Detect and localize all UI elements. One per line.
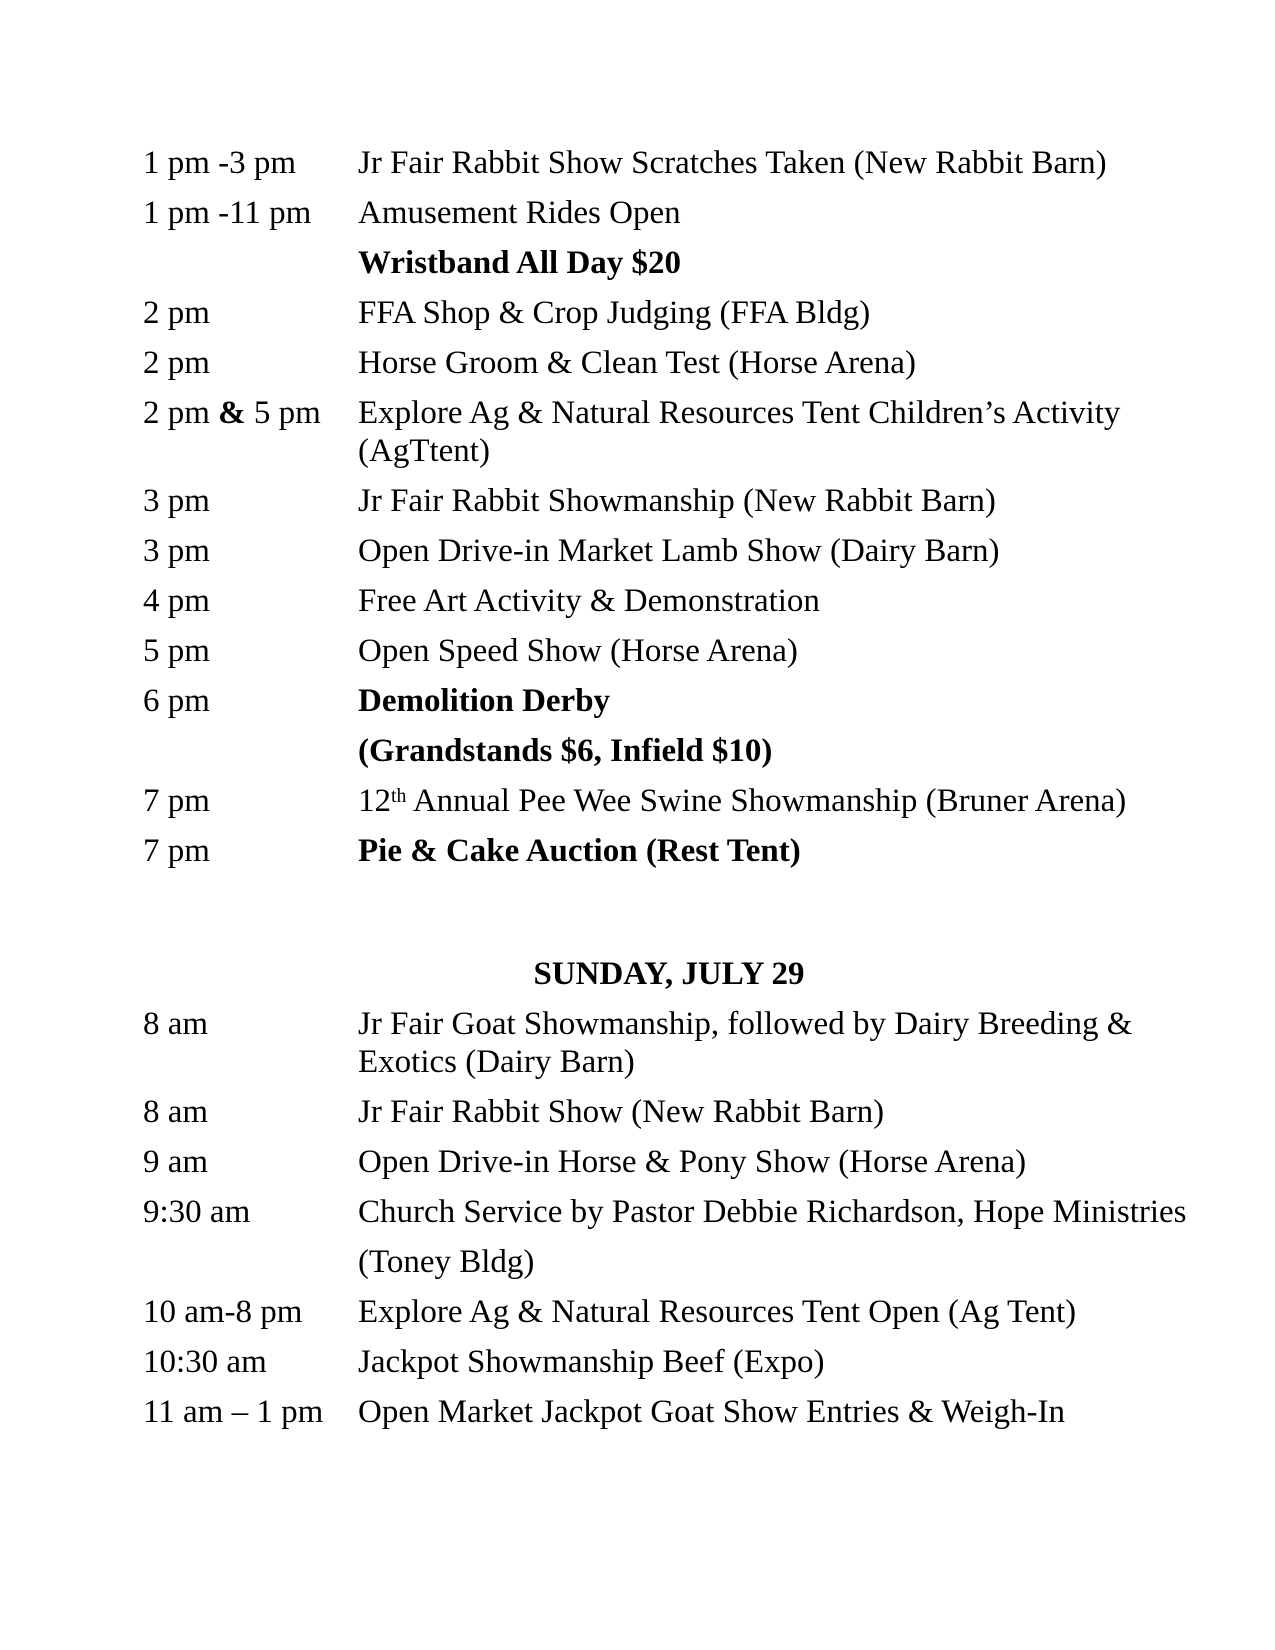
row-description — [358, 732, 1218, 770]
row-time — [143, 144, 358, 182]
schedule-row — [143, 682, 1235, 720]
schedule-row — [143, 732, 1235, 770]
row-time — [143, 832, 358, 870]
text-segment: 2 pm — [143, 345, 210, 381]
row-time — [143, 532, 358, 570]
row-description — [358, 1193, 1218, 1231]
row-description — [358, 344, 1218, 382]
schedule-row — [143, 1093, 1235, 1131]
schedule-row — [143, 1393, 1235, 1431]
schedule-row — [143, 1143, 1235, 1181]
text-segment: Explore Ag & Natural Resources Tent Open (Ag Tent) — [358, 1294, 1077, 1330]
text-segment: 5 pm — [143, 633, 210, 669]
row-description — [358, 244, 1218, 282]
text-segment: 8 am — [143, 1094, 209, 1130]
row-description — [358, 194, 1218, 232]
text-segment: 6 pm — [143, 683, 210, 719]
row-description — [358, 144, 1218, 182]
row-description — [358, 1293, 1218, 1331]
row-time — [143, 1393, 358, 1431]
row-time — [143, 1143, 358, 1181]
row-description — [358, 1005, 1218, 1081]
text-segment: 7 pm — [143, 833, 210, 869]
row-time — [143, 1343, 358, 1381]
text-segment: Jr Fair Rabbit Showmanship (New Rabbit Barn) — [358, 483, 996, 519]
text-segment: Church Service by Pastor Debbie Richardson, Hope Ministries — [358, 1194, 1187, 1230]
text-segment: Free Art Activity & Demonstration — [358, 583, 820, 619]
row-description — [358, 1093, 1218, 1131]
text-segment: 4 pm — [143, 583, 210, 619]
row-description — [358, 1393, 1218, 1431]
row-time — [143, 632, 358, 670]
text-segment: Open Market Jackpot Goat Show Entries & Weigh-In — [358, 1394, 1066, 1430]
text-segment: 10:30 am — [143, 1344, 267, 1380]
text-segment: Open Speed Show (Horse Arena) — [358, 633, 798, 669]
row-description — [358, 782, 1218, 820]
row-time — [143, 244, 358, 282]
text-segment: Jr Fair Rabbit Show Scratches Taken (New Rabbit Barn) — [358, 145, 1107, 181]
schedule-row — [143, 144, 1235, 182]
schedule-row — [143, 344, 1235, 382]
schedule-row — [143, 832, 1235, 870]
schedule-row — [143, 582, 1235, 620]
schedule-row — [143, 1293, 1235, 1331]
text-segment: 12 — [358, 783, 391, 819]
schedule-row — [143, 244, 1235, 282]
text-segment: 9:30 am — [143, 1194, 251, 1230]
text-segment: Horse Groom & Clean Test (Horse Arena) — [358, 345, 916, 381]
schedule-row — [143, 194, 1235, 232]
schedule-row — [143, 1343, 1235, 1381]
row-description — [358, 1243, 1218, 1281]
text-segment: (AgTtent) — [358, 433, 490, 469]
row-description — [358, 1343, 1218, 1381]
row-description — [358, 482, 1218, 520]
text-segment: Wristband All Day $20 — [358, 245, 682, 281]
row-description — [358, 582, 1218, 620]
text-segment: 8 am — [143, 1006, 209, 1042]
text-segment: Demolition Derby — [358, 683, 611, 719]
text-segment: 7 pm — [143, 783, 210, 819]
row-time — [143, 1243, 358, 1281]
text-segment: FFA Shop & Crop Judging (FFA Bldg) — [358, 295, 871, 331]
row-description — [358, 394, 1218, 470]
schedule-row — [143, 1193, 1235, 1231]
row-description — [358, 682, 1218, 720]
schedule-row — [143, 1243, 1235, 1281]
row-time — [143, 1005, 358, 1081]
schedule-row — [143, 782, 1235, 820]
text-segment: Jackpot Showmanship Beef (Expo) — [358, 1344, 825, 1380]
row-time — [143, 1093, 358, 1131]
text-segment: 3 pm — [143, 483, 210, 519]
text-segment: 2 pm — [143, 295, 210, 331]
schedule-row — [143, 482, 1235, 520]
row-time — [143, 582, 358, 620]
text-segment: 3 pm — [143, 533, 210, 569]
row-time — [143, 344, 358, 382]
text-segment: 11 am – 1 pm — [143, 1394, 324, 1430]
row-description — [358, 294, 1218, 332]
text-segment: 2 pm — [143, 395, 219, 431]
row-description — [358, 1143, 1218, 1181]
section-heading: SUNDAY, JULY 29 — [533, 956, 805, 992]
text-segment: 10 am-8 pm — [143, 1294, 303, 1330]
row-description — [358, 532, 1218, 570]
text-segment: Open Drive-in Horse & Pony Show (Horse Arena) — [358, 1144, 1027, 1180]
row-time — [143, 1193, 358, 1231]
row-time — [143, 482, 358, 520]
text-segment: Explore Ag & Natural Resources Tent Children’s Activity — [358, 395, 1121, 431]
text-segment: (Toney Bldg) — [358, 1244, 535, 1280]
row-time — [143, 682, 358, 720]
text-segment: Amusement Rides Open — [358, 195, 681, 231]
row-time — [143, 1293, 358, 1331]
text-segment: & — [218, 395, 246, 431]
text-segment: 9 am — [143, 1144, 209, 1180]
text-segment: Exotics (Dairy Barn) — [358, 1044, 635, 1080]
row-description — [358, 832, 1218, 870]
row-time — [143, 782, 358, 820]
schedule-row — [143, 632, 1235, 670]
text-segment: Annual Pee Wee Swine Showmanship (Bruner Arena) — [406, 783, 1127, 819]
text-segment: 1 pm -11 pm — [143, 195, 312, 231]
row-time — [143, 194, 358, 232]
schedule-row — [143, 394, 1235, 470]
text-segment: Open Drive-in Market Lamb Show (Dairy Barn) — [358, 533, 1000, 569]
row-description — [358, 632, 1218, 670]
text-segment: Jr Fair Goat Showmanship, followed by Dairy Breeding & — [358, 1006, 1133, 1042]
superscript-text: th — [391, 785, 407, 808]
text-segment: 5 pm — [245, 395, 321, 431]
schedule-row — [143, 1005, 1235, 1081]
text-segment: (Grandstands $6, Infield $10) — [358, 733, 773, 769]
schedule-row — [143, 532, 1235, 570]
text-segment: Pie & Cake Auction (Rest Tent) — [358, 833, 801, 869]
text-segment: 1 pm -3 pm — [143, 145, 297, 181]
schedule-row — [143, 294, 1235, 332]
row-time — [143, 732, 358, 770]
text-segment: Jr Fair Rabbit Show (New Rabbit Barn) — [358, 1094, 885, 1130]
row-time — [143, 294, 358, 332]
row-time — [143, 394, 358, 470]
